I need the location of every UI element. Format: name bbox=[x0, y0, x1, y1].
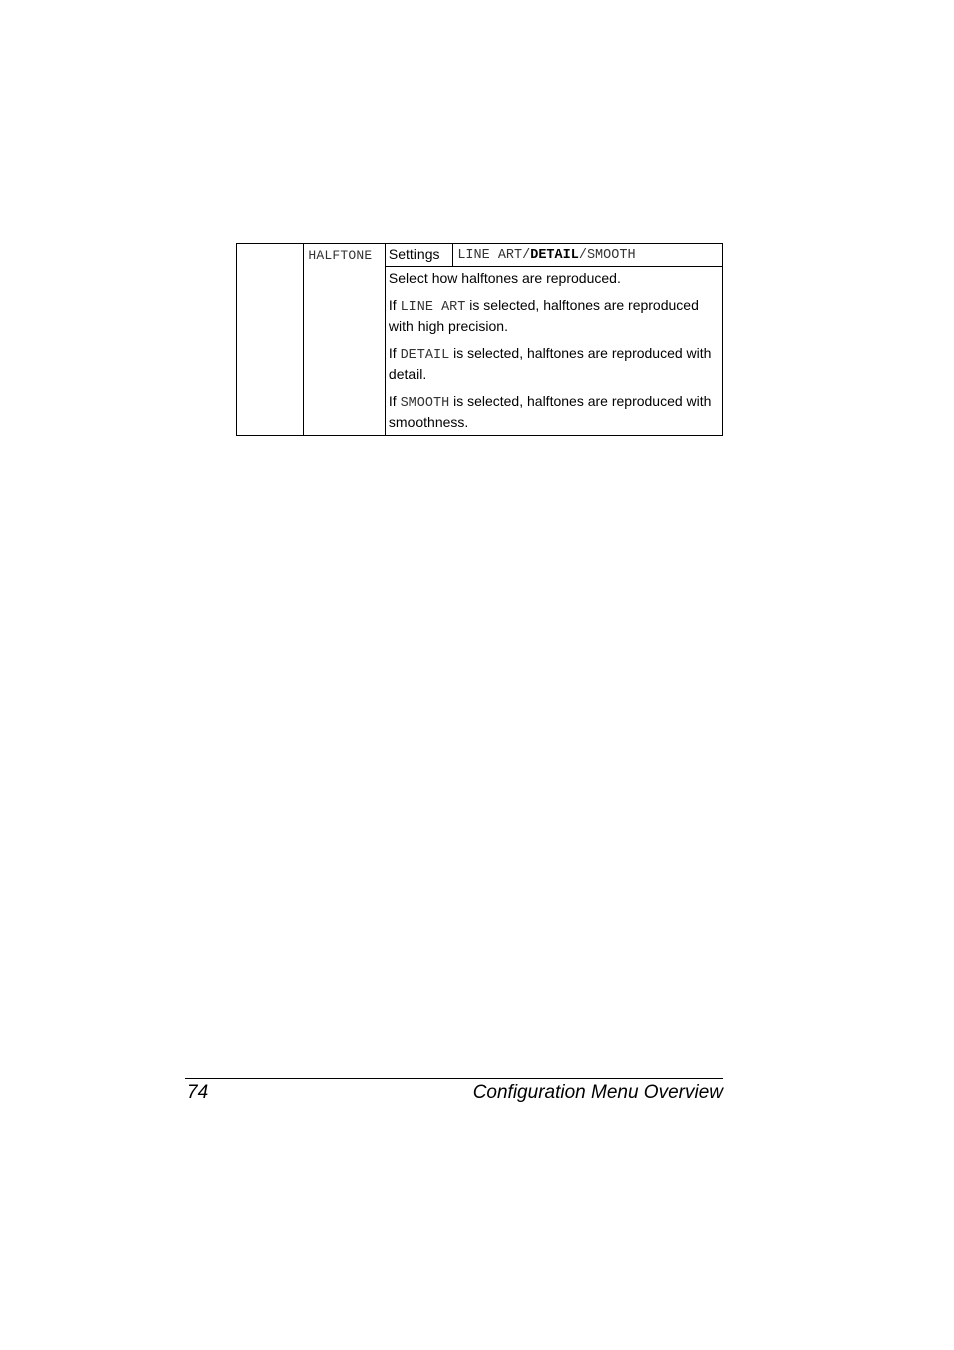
option-separator: / bbox=[522, 248, 531, 263]
menu-parent-cell bbox=[237, 244, 304, 436]
menu-item-name: HALFTONE bbox=[308, 248, 373, 263]
option-smooth: SMOOTH bbox=[586, 248, 636, 263]
description-detail: If DETAIL is selected, halftones are reproduced with detail. bbox=[388, 345, 712, 382]
footer-divider bbox=[185, 1078, 723, 1079]
description-intro: Select how halftones are reproduced. bbox=[388, 270, 621, 286]
menu-item-cell bbox=[304, 244, 386, 436]
option-line-art: LINE ART bbox=[457, 248, 523, 263]
code-detail: DETAIL bbox=[400, 348, 450, 363]
code-smooth: SMOOTH bbox=[400, 396, 450, 411]
settings-values bbox=[453, 244, 722, 266]
description-smooth: If SMOOTH is selected, halftones are reproduced with smoothness. bbox=[388, 393, 712, 430]
settings-label: Settings bbox=[388, 246, 440, 262]
code-line-art: LINE ART bbox=[400, 300, 466, 315]
settings-values-cell bbox=[453, 244, 723, 267]
settings-label-cell bbox=[385, 244, 452, 267]
option-separator: / bbox=[578, 248, 587, 263]
halftone-menu-table bbox=[236, 243, 723, 436]
page-number: 74 bbox=[187, 1082, 209, 1103]
footer-section-title: Configuration Menu Overview bbox=[472, 1082, 723, 1103]
description-line-art: If LINE ART is selected, halftones are reproduced with high precision. bbox=[388, 297, 699, 334]
option-detail-default: DETAIL bbox=[530, 248, 579, 263]
description-cell bbox=[385, 267, 722, 436]
halftone-settings-row bbox=[237, 244, 723, 267]
